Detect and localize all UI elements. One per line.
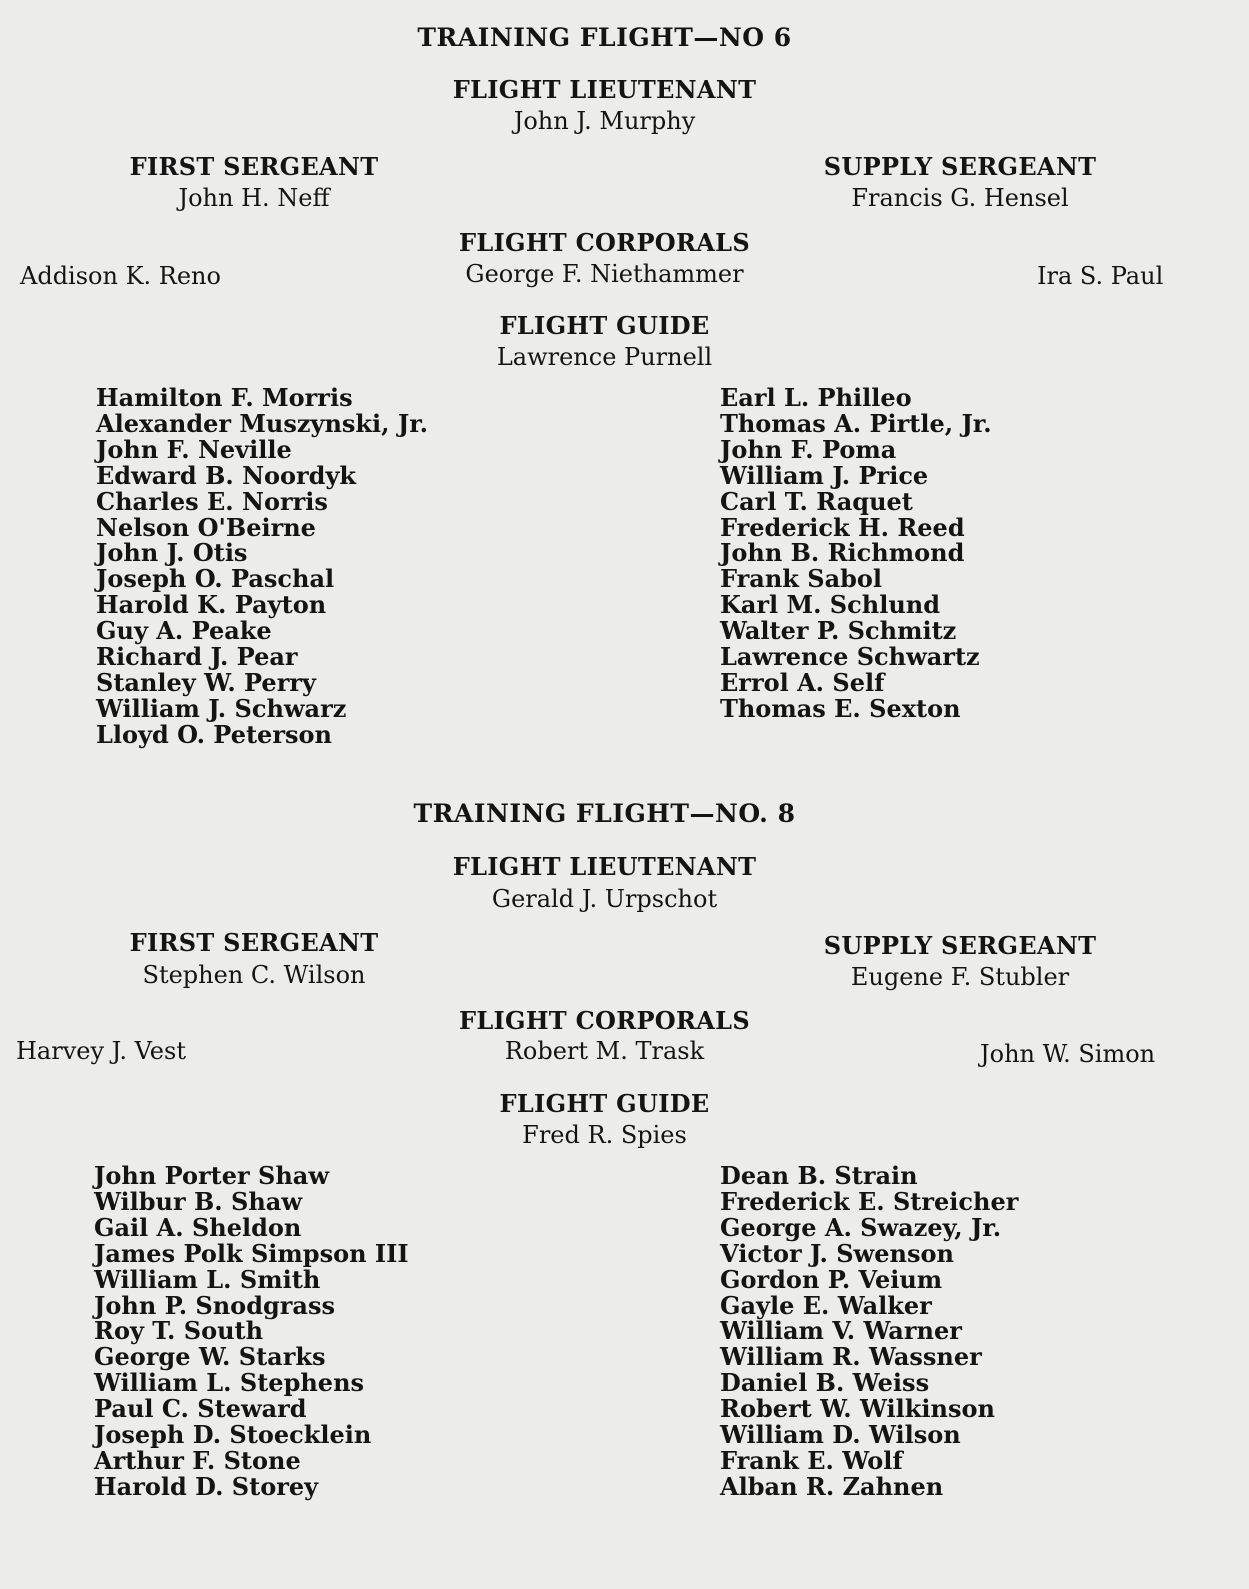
roster-name: Robert W. Wilkinson: [720, 1394, 995, 1424]
roster-name: Lloyd O. Peterson: [96, 719, 332, 749]
supply-sergeant-label: SUPPLY SERGEANT: [823, 152, 1097, 181]
roster-name: Edward B. Noordyk: [96, 460, 357, 490]
roster-name: Frederick E. Streicher: [720, 1186, 1019, 1216]
guide-label: FLIGHT GUIDE: [499, 1089, 710, 1118]
roster-name: William J. Price: [720, 460, 929, 490]
corporal-right: John W. Simon: [980, 1040, 1156, 1068]
corporal-center: Robert M. Trask: [504, 1037, 705, 1065]
flight-title: TRAINING FLIGHT—NO 6: [417, 23, 792, 52]
roster-name: Thomas E. Sexton: [720, 693, 961, 723]
corporals-label: FLIGHT CORPORALS: [458, 1006, 750, 1035]
roster-name: Dean B. Strain: [720, 1161, 918, 1190]
supply-sergeant-label: SUPPLY SERGEANT: [823, 931, 1097, 960]
roster-name: John B. Richmond: [720, 538, 965, 568]
roster-name: Thomas A. Pirtle, Jr.: [720, 408, 992, 438]
roster-name: Victor J. Swenson: [720, 1238, 954, 1268]
roster-right: [720, 385, 992, 722]
roster-name: Hamilton F. Morris: [96, 383, 353, 412]
roster-name: Walter P. Schmitz: [720, 616, 957, 646]
lieutenant-label: FLIGHT LIEUTENANT: [452, 852, 757, 881]
roster-name: Stanley W. Perry: [96, 667, 316, 697]
roster-name: John Porter Shaw: [94, 1161, 330, 1190]
roster-name: Frederick H. Reed: [720, 512, 965, 542]
lieutenant-name: John J. Murphy: [513, 107, 696, 135]
roster-name: Harold D. Storey: [94, 1471, 319, 1501]
corporal-right: Ira S. Paul: [1037, 262, 1164, 290]
roster-name: Carl T. Raquet: [720, 486, 913, 516]
roster-name: Paul C. Steward: [94, 1394, 307, 1424]
roster-name: Joseph D. Stoecklein: [94, 1420, 372, 1450]
first-sergeant-name: Stephen C. Wilson: [142, 961, 366, 989]
roster-name: Gordon P. Veium: [720, 1264, 943, 1294]
supply-sergeant-name: Eugene F. Stubler: [850, 963, 1070, 991]
roster-name: William D. Wilson: [720, 1420, 961, 1450]
roster-left: [94, 1163, 409, 1500]
roster-name: John P. Snodgrass: [94, 1290, 335, 1320]
roster-name: Wilbur B. Shaw: [94, 1186, 302, 1216]
roster-name: George A. Swazey, Jr.: [720, 1212, 1002, 1242]
roster-name: Earl L. Philleo: [720, 383, 912, 412]
roster-name: William R. Wassner: [720, 1342, 982, 1372]
roster-name: Gail A. Sheldon: [94, 1212, 302, 1242]
roster-name: Alexander Muszynski, Jr.: [96, 408, 429, 438]
roster-name: Daniel B. Weiss: [720, 1368, 930, 1398]
roster-name: Alban R. Zahnen: [720, 1471, 944, 1501]
roster-name: Karl M. Schlund: [720, 590, 940, 620]
roster-name: William L. Smith: [94, 1264, 321, 1294]
first-sergeant-label: FIRST SERGEANT: [129, 152, 379, 181]
roster-name: Harold K. Payton: [96, 590, 327, 620]
roster-left: [96, 385, 428, 748]
roster-right: [720, 1163, 1018, 1500]
first-sergeant-name: John H. Neff: [178, 184, 330, 212]
roster-name: Richard J. Pear: [96, 642, 298, 672]
roster-name: Frank E. Wolf: [720, 1445, 903, 1475]
roster-name: James Polk Simpson III: [94, 1238, 409, 1268]
roster-name: Charles E. Norris: [96, 486, 328, 516]
roster-name: Nelson O'Beirne: [96, 512, 316, 542]
guide-name: Fred R. Spies: [522, 1121, 687, 1149]
corporals-label: FLIGHT CORPORALS: [458, 228, 750, 257]
first-sergeant-label: FIRST SERGEANT: [129, 928, 379, 957]
roster-name: Gayle E. Walker: [720, 1290, 932, 1320]
corporal-center: George F. Niethammer: [465, 260, 744, 288]
roster-name: Frank Sabol: [720, 564, 883, 594]
lieutenant-label: FLIGHT LIEUTENANT: [452, 75, 757, 104]
roster-name: William L. Stephens: [94, 1368, 365, 1398]
roster-name: Joseph O. Paschal: [96, 564, 335, 594]
corporal-left: Addison K. Reno: [20, 262, 221, 290]
roster-name: George W. Starks: [94, 1342, 326, 1372]
supply-sergeant-name: Francis G. Hensel: [851, 184, 1069, 212]
corporal-left: Harvey J. Vest: [16, 1037, 186, 1065]
roster-name: William J. Schwarz: [96, 693, 347, 723]
roster-name: Guy A. Peake: [96, 616, 272, 646]
guide-name: Lawrence Purnell: [496, 343, 713, 371]
roster-name: Errol A. Self: [720, 667, 885, 697]
roster-name: John J. Otis: [96, 538, 248, 568]
roster-name: Roy T. South: [94, 1316, 264, 1346]
flight-title: TRAINING FLIGHT—NO. 8: [413, 799, 796, 828]
roster-name: William V. Warner: [720, 1316, 962, 1346]
roster-name: John F. Poma: [720, 434, 897, 464]
roster-name: Arthur F. Stone: [94, 1445, 301, 1475]
roster-name: Lawrence Schwartz: [720, 642, 980, 672]
lieutenant-name: Gerald J. Urpschot: [491, 885, 718, 913]
guide-label: FLIGHT GUIDE: [499, 311, 710, 340]
roster-name: John F. Neville: [96, 434, 292, 464]
